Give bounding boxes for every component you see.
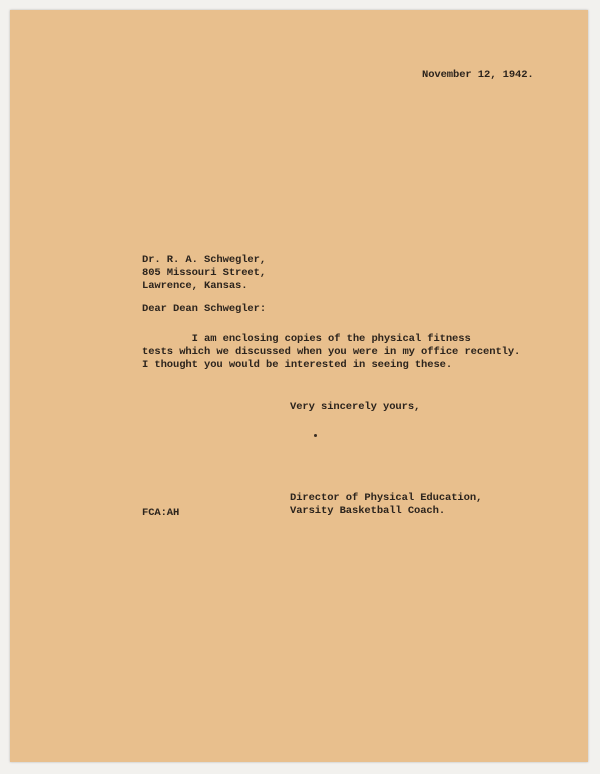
body-line: I thought you would be interested in seeing these. — [142, 359, 453, 371]
signature-title-line: Varsity Basketball Coach. — [290, 505, 446, 517]
recipient-line: Dr. R. A. Schwegler, — [142, 254, 267, 266]
complimentary-closing: Very sincerely yours, — [290, 401, 421, 413]
signature-title-line: Director of Physical Education, — [290, 492, 483, 504]
letter-date: November 12, 1942. — [422, 69, 534, 81]
recipient-line: 805 Missouri Street, — [142, 267, 267, 279]
body-line: tests which we discussed when you were in my office recently. — [142, 346, 521, 358]
recipient-line: Lawrence, Kansas. — [142, 280, 248, 292]
ink-dot — [314, 434, 317, 437]
body-line: I am enclosing copies of the physical fitness — [142, 333, 471, 345]
letter-body — [142, 333, 520, 372]
reference-initials: FCA:AH — [142, 507, 180, 519]
signature-block — [290, 492, 482, 518]
salutation: Dear Dean Schwegler: — [142, 303, 267, 315]
letter-page — [10, 10, 588, 762]
recipient-address — [142, 254, 266, 293]
